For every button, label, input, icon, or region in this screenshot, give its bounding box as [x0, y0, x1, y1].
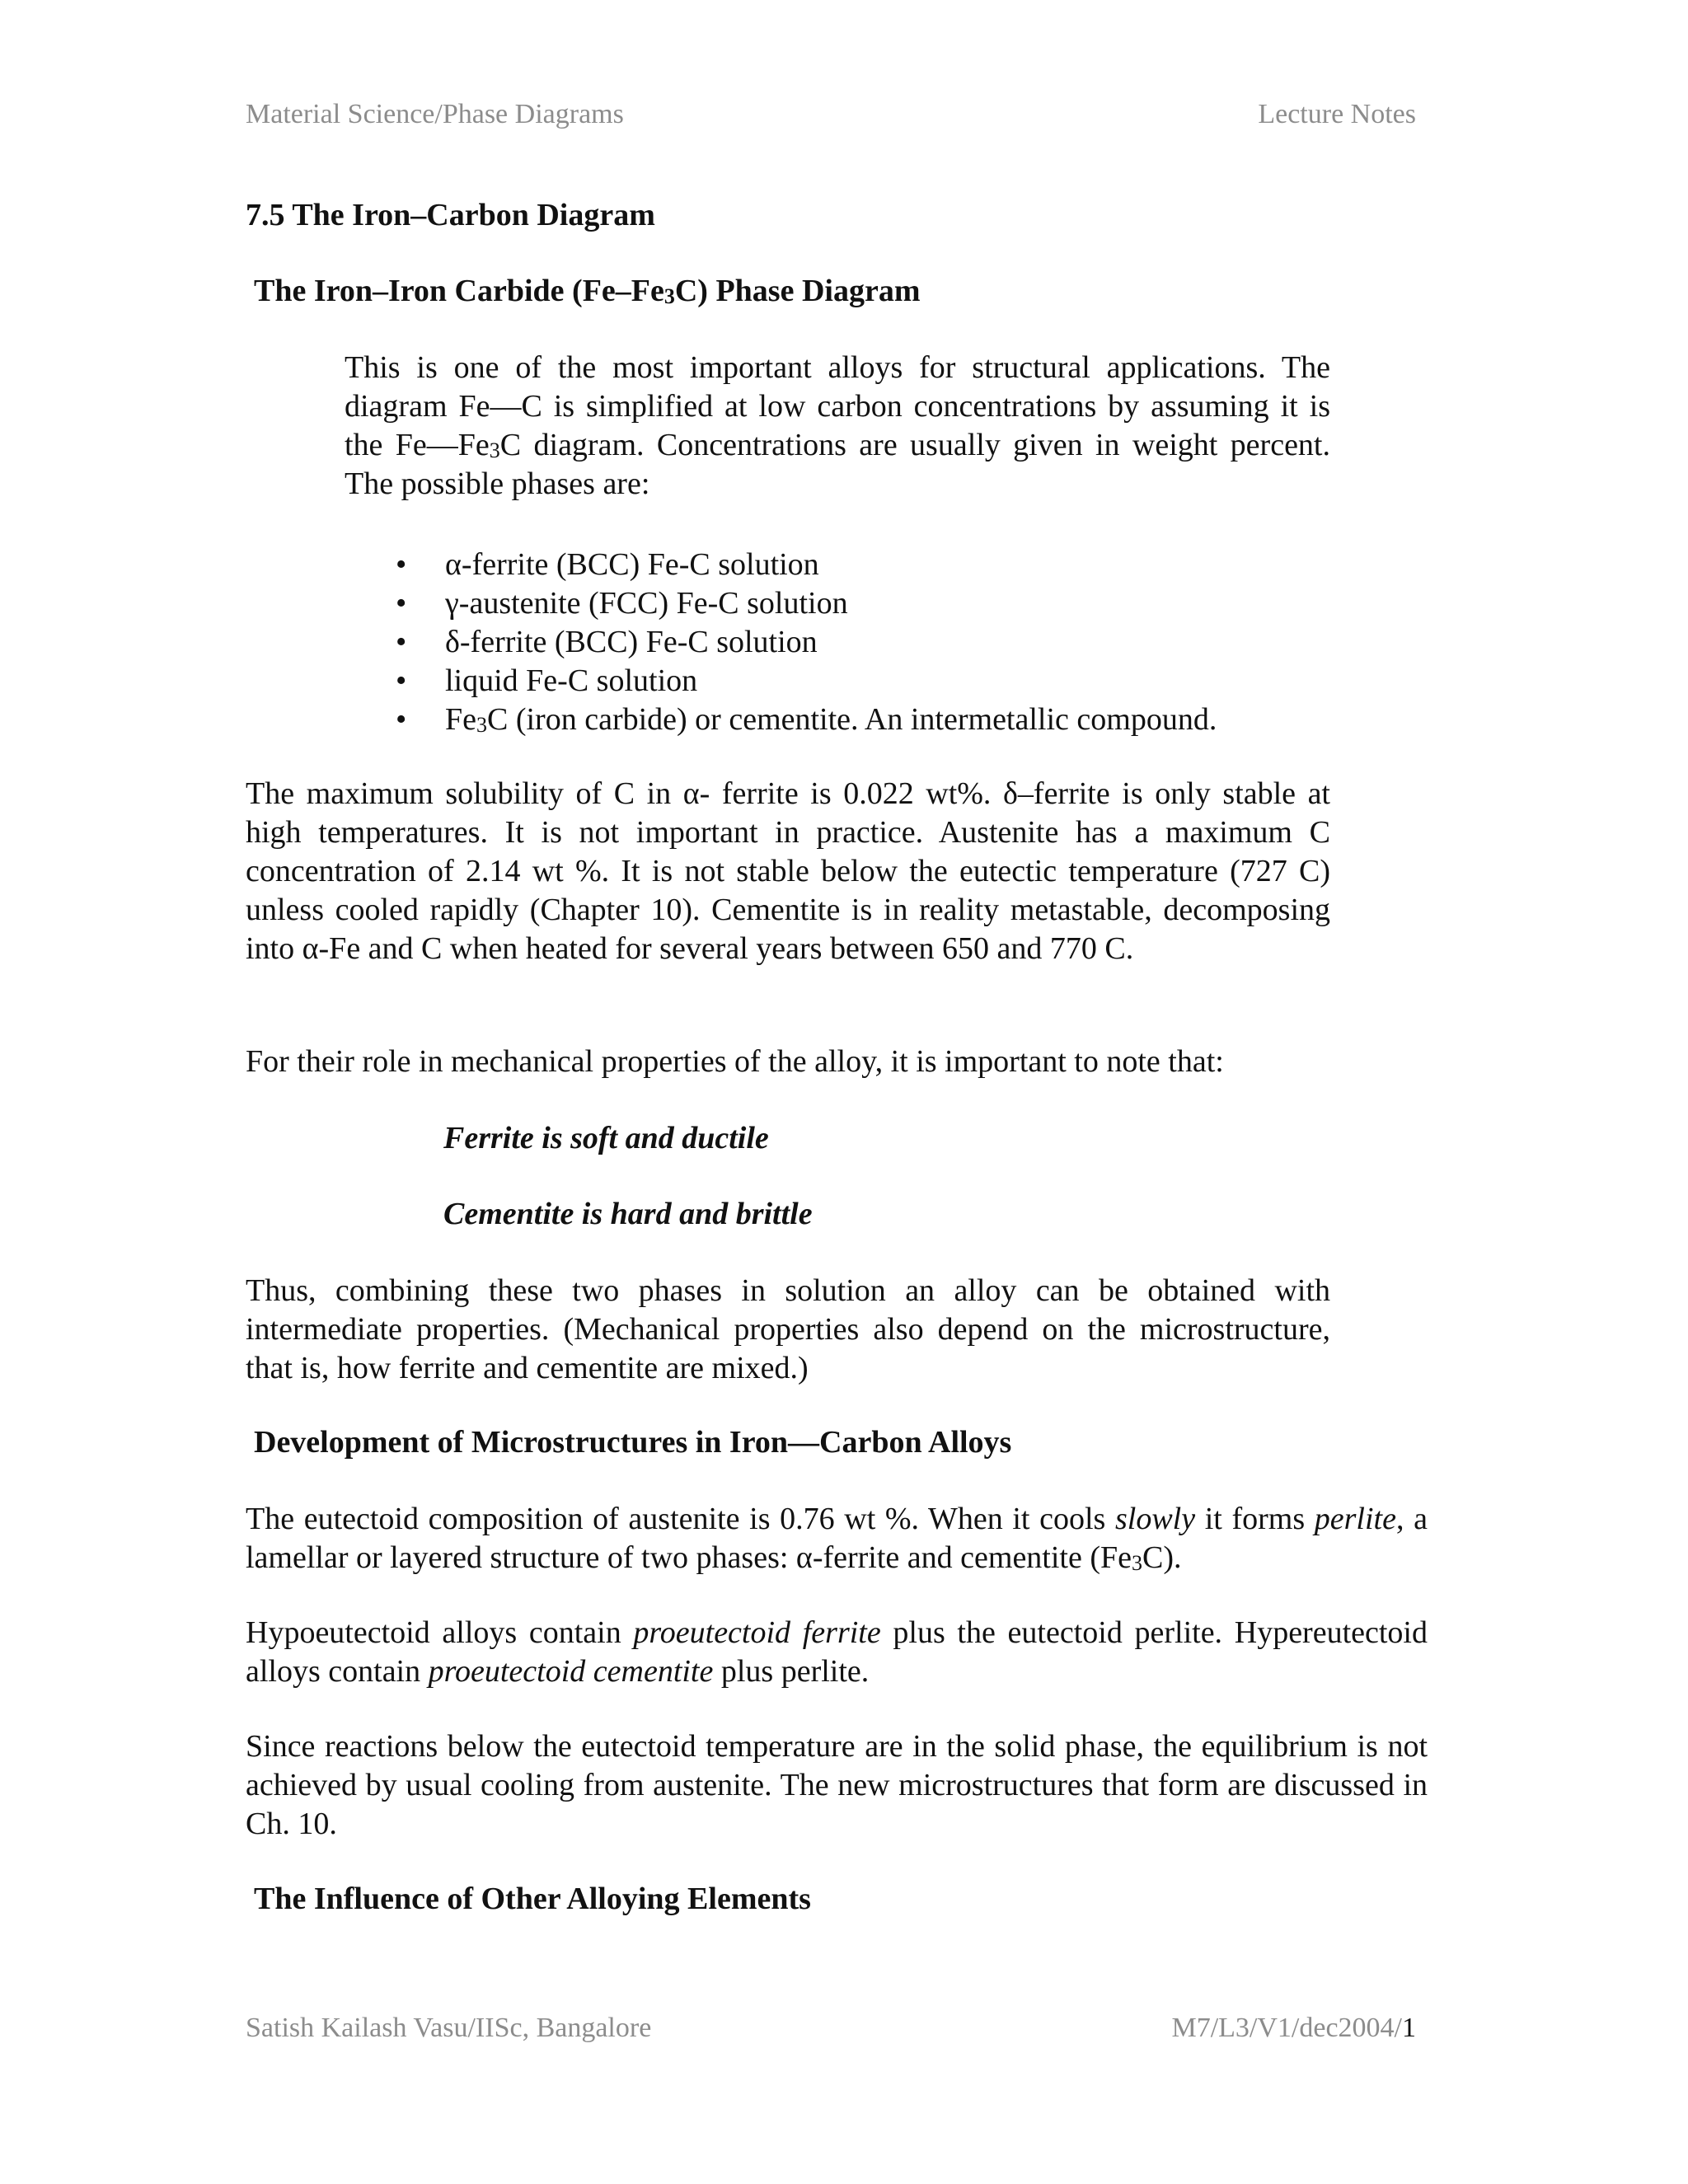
- solubility-paragraph: The maximum solubility of C in α- ferrite is 0.022 wt%. δ–ferrite is only stable at high temperatures. It is not important in practice. Austenite has a maximum C concentration of 2.14 wt %. It is not stable below the eutectic temperature (727 C) unless cooled rapidly (Chapter 10). Cementite is in reality metastable, decomposing into α-Fe and C when heated for several years between 650 and 770 C.: [246, 776, 1330, 966]
- page-number: 1: [1402, 2013, 1416, 2043]
- bullet-icon: •: [396, 625, 407, 659]
- list-item: • liquid Fe-C solution: [396, 662, 1385, 701]
- heading-influence: The Influence of Other Alloying Elements: [254, 1882, 811, 1916]
- bullet-icon: •: [396, 586, 407, 621]
- emphasis-ferrite: Ferrite is soft and ductile: [443, 1121, 769, 1155]
- subtitle: The Iron–Iron Carbide $(Fe-Fe_3C)$ Phase Diagram: [254, 274, 921, 308]
- header-left: Material Science/Phase Diagrams: [246, 99, 624, 129]
- header-right: Lecture Notes: [1258, 99, 1416, 129]
- hypoeutectoid-paragraph: Hypoeutectoid alloys contain proeutectoid ferrite plus the eutectoid perlite. Hypereutectoid alloys contain proeutectoid cementite plus perlite.: [246, 1615, 1428, 1689]
- bullet-icon: •: [396, 663, 407, 698]
- emphasis-cementite: Cementite is hard and brittle: [443, 1197, 813, 1231]
- bullet-icon: •: [396, 702, 407, 737]
- intro-paragraph: This is one of the most important alloys for structural applications. The diagram Fe—C is simplified at low carbon concentrations by assuming it is the $Fe—Fe_3C$ diagram. Concentrations are usually given in weight percent. The possible phases are:: [345, 350, 1330, 501]
- section-title: 7.5 The Iron–Carbon Diagram: [246, 198, 655, 232]
- role-paragraph: For their role in mechanical properties of the alloy, it is important to note that:: [246, 1044, 1224, 1079]
- list-item: • γ-austenite (FCC) Fe-C solution: [396, 584, 1385, 623]
- list-item: • δ-ferrite (BCC) Fe-C solution: [396, 623, 1385, 662]
- footer-right: [1171, 2013, 1416, 2044]
- bullet-icon: •: [396, 547, 407, 582]
- combining-paragraph: Thus, combining these two phases in solution an alloy can be obtained with intermediate properties. (Mechanical properties also depend on the microstructure, that is, how ferrite and cementite are mixed.): [246, 1273, 1330, 1385]
- heading-development: Development of Microstructures in Iron—Carbon Alloys: [254, 1425, 1012, 1460]
- footer-code: M7/L3/V1/dec2004/: [1171, 2013, 1402, 2043]
- footer-left: Satish Kailash Vasu/IISc, Bangalore: [246, 2013, 652, 2043]
- since-paragraph: Since reactions below the eutectoid temperature are in the solid phase, the equilibrium is not achieved by usual cooling from austenite. The new microstructures that form are discussed in Ch. 10.: [246, 1729, 1428, 1841]
- eutectoid-paragraph: The eutectoid composition of austenite is 0.76 wt %. When it cools slowly it forms perlite, a lamellar or layered structure of two phases: α-ferrite and cementite $(Fe_3C)$.: [246, 1502, 1428, 1575]
- phase-list: [396, 546, 1385, 739]
- list-item: • α-ferrite (BCC) Fe-C solution: [396, 546, 1385, 584]
- list-item: • $Fe_3C$ (iron carbide) or cementite. An intermetallic compound.: [396, 701, 1385, 739]
